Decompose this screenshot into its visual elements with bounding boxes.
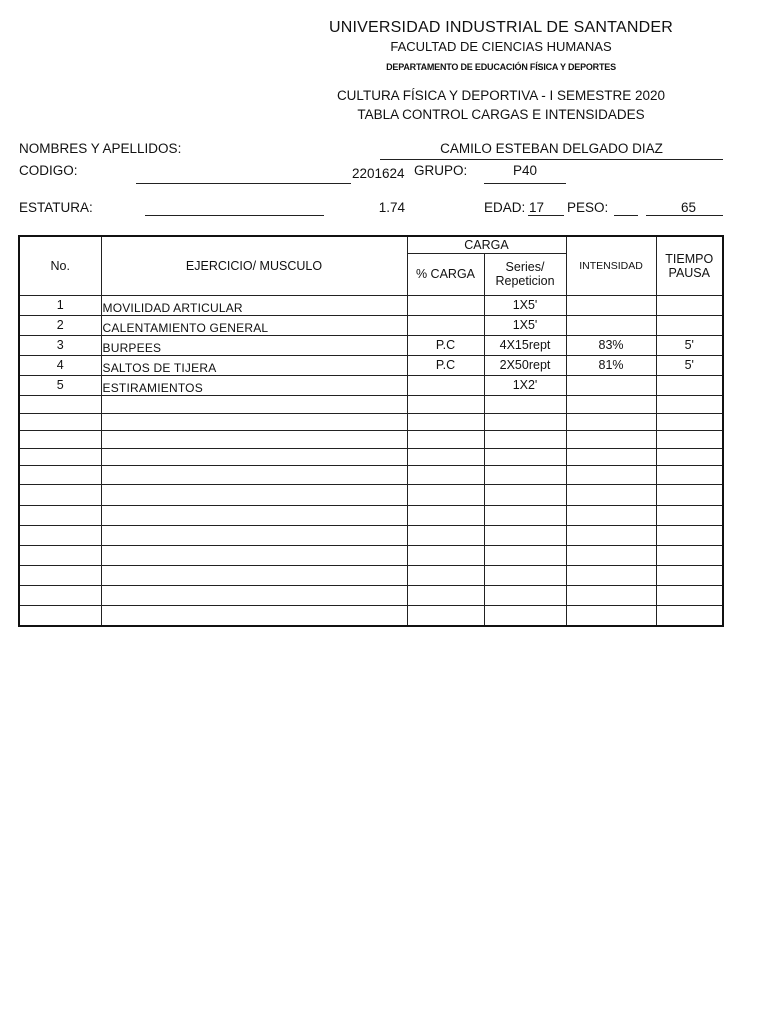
cell-exercise: CALENTAMIENTO GENERAL [101,315,407,335]
age-label: EDAD: [484,200,526,215]
cell-intensity: 81% [566,355,656,375]
cell-no: 1 [19,295,101,315]
cell-exercise: BURPEES [101,335,407,355]
empty-cell [484,484,566,505]
empty-cell [101,605,407,626]
empty-cell [101,484,407,505]
weight-value: 65 [680,200,696,215]
cell-series: 1X2' [484,375,566,395]
cell-intensity [566,295,656,315]
cell-no: 2 [19,315,101,335]
cell-pause: 5' [656,335,723,355]
table-row [19,375,723,395]
empty-cell [407,484,484,505]
cell-intensity: 83% [566,335,656,355]
empty-cell [656,413,723,430]
code-value: 2201624 [352,166,405,181]
load-control-table [18,235,724,627]
cell-exercise: SALTOS DE TIJERA [101,355,407,375]
empty-cell [19,465,101,484]
empty-cell [407,465,484,484]
empty-cell [484,430,566,448]
table-row-empty [19,413,723,430]
cell-pct-carga: P.C [407,355,484,375]
cell-no: 5 [19,375,101,395]
faculty-title: FACULTAD DE CIENCIAS HUMANAS [390,39,612,54]
height-underline [145,215,324,216]
cell-intensity [566,315,656,335]
empty-cell [484,525,566,545]
header-intensidad: INTENSIDAD [566,236,656,295]
empty-cell [101,448,407,465]
table-body [19,295,723,626]
empty-cell [656,545,723,565]
name-label: NOMBRES Y APELLIDOS: [19,141,182,156]
empty-cell [484,465,566,484]
table-row-empty [19,448,723,465]
cell-intensity [566,375,656,395]
cell-pause [656,375,723,395]
empty-cell [407,430,484,448]
cell-pause: 5' [656,355,723,375]
empty-cell [656,505,723,525]
group-value: P40 [512,163,538,178]
group-underline [484,183,566,184]
empty-cell [484,448,566,465]
table-row [19,355,723,375]
cell-pause [656,295,723,315]
cell-series: 1X5' [484,315,566,335]
empty-cell [407,413,484,430]
empty-cell [407,605,484,626]
table-row-empty [19,395,723,413]
empty-cell [656,484,723,505]
empty-cell [656,585,723,605]
empty-cell [656,465,723,484]
cell-no: 3 [19,335,101,355]
weight-underline-left [614,215,638,216]
header-pausa: PAUSA [668,265,710,280]
empty-cell [656,565,723,585]
empty-cell [656,525,723,545]
empty-cell [101,465,407,484]
empty-cell [101,585,407,605]
age-value: 17 [529,200,545,215]
empty-cell [19,484,101,505]
empty-cell [566,465,656,484]
table-row-empty [19,525,723,545]
empty-cell [656,430,723,448]
empty-cell [407,585,484,605]
empty-cell [101,565,407,585]
table-row-empty [19,565,723,585]
header-exercise: EJERCICIO/ MUSCULO [101,236,407,295]
header-carga: CARGA [407,236,566,253]
empty-cell [101,525,407,545]
table-row-empty [19,585,723,605]
empty-cell [656,605,723,626]
header-pct-carga: % CARGA [407,253,484,295]
table-row [19,335,723,355]
empty-cell [484,395,566,413]
empty-cell [484,605,566,626]
empty-cell [407,525,484,545]
empty-cell [101,430,407,448]
table-row-empty [19,605,723,626]
weight-label: PESO: [567,200,609,215]
weight-underline [646,215,723,216]
empty-cell [407,448,484,465]
empty-cell [101,395,407,413]
empty-cell [566,484,656,505]
code-underline [136,183,351,184]
empty-cell [101,505,407,525]
name-underline [380,159,723,160]
cell-pct-carga [407,295,484,315]
empty-cell [19,505,101,525]
empty-cell [484,565,566,585]
table-row-empty [19,484,723,505]
empty-cell [407,505,484,525]
cell-pct-carga: P.C [407,335,484,355]
cell-no: 4 [19,355,101,375]
form-subtitle: TABLA CONTROL CARGAS E INTENSIDADES [357,107,645,122]
empty-cell [656,395,723,413]
empty-cell [407,565,484,585]
cell-series: 1X5' [484,295,566,315]
cell-pct-carga [407,315,484,335]
age-underline [528,215,564,216]
empty-cell [566,525,656,545]
table-row-empty [19,545,723,565]
empty-cell [19,545,101,565]
header-series-line2: Repeticion [495,274,555,288]
name-value: CAMILO ESTEBAN DELGADO DIAZ [440,141,663,156]
cell-series: 4X15rept [484,335,566,355]
empty-cell [566,585,656,605]
table-row-empty [19,465,723,484]
cell-pct-carga [407,375,484,395]
cell-pause [656,315,723,335]
table-row [19,315,723,335]
empty-cell [566,505,656,525]
university-title: UNIVERSIDAD INDUSTRIAL DE SANTANDER [329,19,673,36]
empty-cell [101,545,407,565]
empty-cell [566,430,656,448]
group-label: GRUPO: [414,163,468,178]
table-row-empty [19,430,723,448]
empty-cell [19,448,101,465]
empty-cell [101,413,407,430]
empty-cell [484,585,566,605]
header-series-line1: Series/ [505,260,545,274]
empty-cell [19,430,101,448]
empty-cell [407,545,484,565]
table-row-empty [19,505,723,525]
empty-cell [566,448,656,465]
height-value: 1.74 [378,200,405,215]
empty-cell [19,605,101,626]
header-series [484,253,566,295]
empty-cell [566,413,656,430]
empty-cell [566,545,656,565]
empty-cell [19,525,101,545]
cell-exercise: ESTIRAMIENTOS [101,375,407,395]
cell-exercise: MOVILIDAD ARTICULAR [101,295,407,315]
empty-cell [566,565,656,585]
department-title: DEPARTAMENTO DE EDUCACIÓN FÍSICA Y DEPORTES [386,62,616,72]
cell-series: 2X50rept [484,355,566,375]
code-label: CODIGO: [19,163,78,178]
empty-cell [656,448,723,465]
empty-cell [484,413,566,430]
empty-cell [19,585,101,605]
empty-cell [484,505,566,525]
course-title: CULTURA FÍSICA Y DEPORTIVA - I SEMESTRE 2020 [336,88,666,103]
empty-cell [19,395,101,413]
empty-cell [484,545,566,565]
empty-cell [566,395,656,413]
header-tiempo: TIEMPO [665,251,714,266]
header-tiempo-pausa [656,236,723,295]
empty-cell [19,413,101,430]
empty-cell [407,395,484,413]
header-no: No. [19,236,101,295]
empty-cell [19,565,101,585]
table-row [19,295,723,315]
empty-cell [566,605,656,626]
height-label: ESTATURA: [19,200,93,215]
